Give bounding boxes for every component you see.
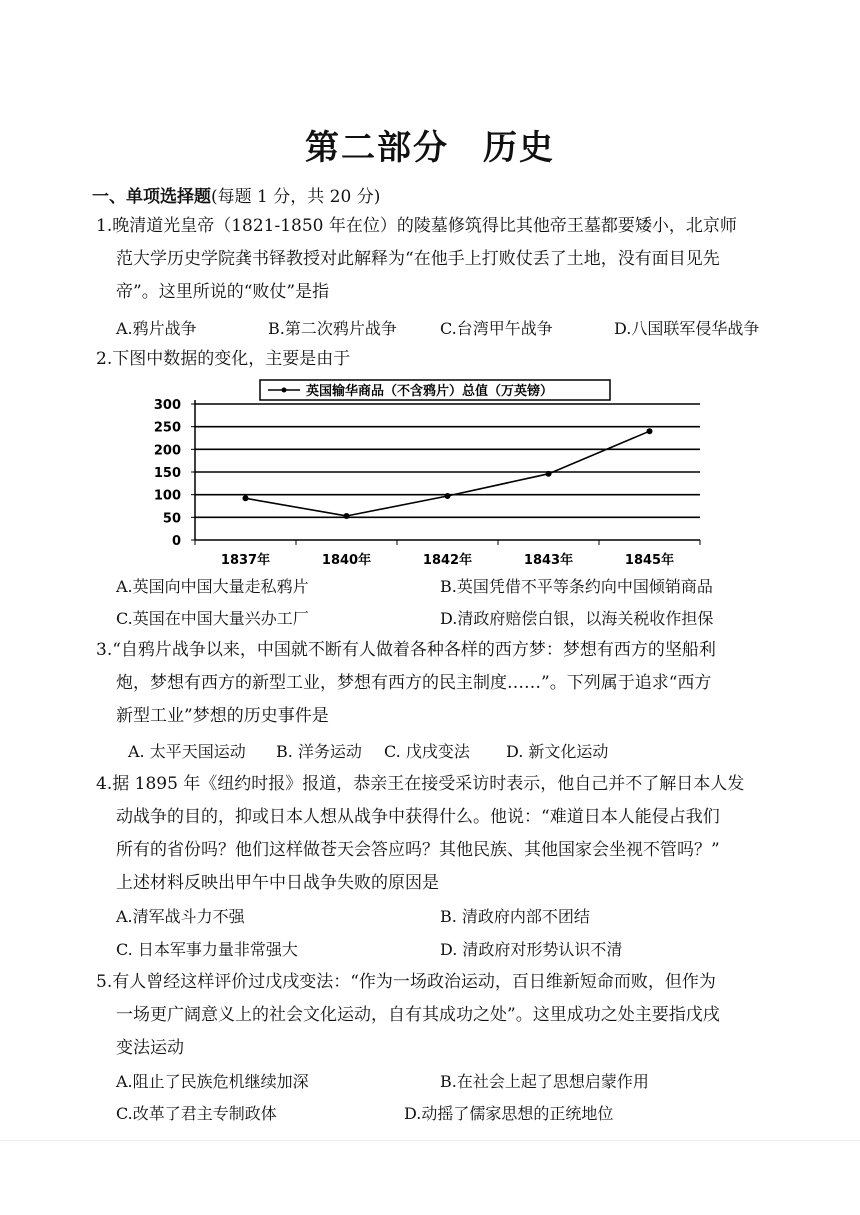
question-4-stem-line-4: 上述材料反映出甲午中日战争失败的原因是 [116, 873, 439, 893]
question-1-option-c: C.台湾甲午战争 [440, 319, 553, 338]
question-1-stem-line-1: 1.晚清道光皇帝（1821-1850 年在位）的陵墓修筑得比其他帝王墓都要矮小，北京师 [96, 216, 737, 236]
x-tick-label-0: 1837年 [220, 553, 271, 568]
question-5-stem-line-2: 一场更广阔意义上的社会文化运动，自有其成功之处”。这里成功之处主要指戊戌 [116, 1005, 720, 1025]
page-bottom-rule [0, 1140, 860, 1141]
question-5-option-b: B.在社会上起了思想启蒙作用 [440, 1072, 649, 1091]
data-point-2 [445, 493, 451, 499]
section-header [92, 182, 380, 207]
question-4-option-a: A.清军战斗力不强 [116, 907, 245, 926]
question-4-option-d: D. 清政府对形势认识不清 [440, 940, 623, 959]
section-label: 一、单项选择题 [92, 187, 211, 207]
y-tick-label-150: 150 [153, 466, 181, 481]
x-tick-label-2: 1842年 [422, 553, 473, 568]
question-5-option-d: D.动摇了儒家思想的正统地位 [404, 1104, 614, 1123]
question-5-option-c: C.改革了君主专制政体 [116, 1104, 277, 1123]
question-1-stem-line-2: 范大学历史学院龚书铎教授对此解释为“在他手上打败仗丢了土地，没有面目见先 [116, 249, 720, 269]
question-2-option-c: C.英国在中国大量兴办工厂 [116, 609, 309, 628]
series-line-0 [246, 431, 650, 516]
question-3-option-a: A. 太平天国运动 [128, 742, 246, 761]
question-1-option-d: D.八国联军侵华战争 [614, 319, 760, 338]
y-tick-label-50: 50 [162, 511, 181, 527]
question-5-stem-line-1: 5.有人曾经这样评价过戊戌变法：“作为一场政治运动，百日维新短命而败，但作为 [96, 972, 716, 992]
page-title [0, 120, 860, 169]
question-5-stem-line-3: 变法运动 [116, 1038, 184, 1058]
question-3-option-c: C. 戊戌变法 [384, 742, 470, 761]
part-label: 第二部分 [305, 128, 449, 168]
question-2-option-a: A.英国向中国大量走私鸦片 [116, 577, 309, 596]
question-3-stem-line-2: 炮，梦想有西方的新型工业，梦想有西方的民主制度……”。下列属于追求“西方 [116, 673, 712, 693]
question-4-stem-line-1: 4.据 1895 年《纽约时报》报道，恭亲王在接受采访时表示，他自己并不了解日本人发 [96, 774, 745, 794]
question-4-stem-line-3: 所有的省份吗？他们这样做苍天会答应吗？其他民族、其他国家会坐视不管吗？” [116, 840, 720, 860]
question-3-option-b: B. 洋务运动 [276, 742, 362, 761]
question-2-stem: 2.下图中数据的变化，主要是由于 [96, 349, 351, 369]
chart-legend [260, 380, 610, 400]
section-note: (每题 1 分，共 20 分) [211, 187, 381, 207]
x-tick-label-3: 1843年 [523, 553, 574, 568]
question-1-option-a: A.鸦片战争 [116, 319, 197, 338]
y-tick-label-250: 250 [153, 420, 181, 436]
question-3-stem-line-3: 新型工业”梦想的历史事件是 [116, 706, 329, 726]
question-4-option-c: C. 日本军事力量非常强大 [116, 940, 298, 959]
question-1-stem-line-3: 帝”。这里所说的“败仗”是指 [116, 282, 330, 302]
legend-marker-swatch [282, 388, 287, 393]
x-tick-label-1: 1840年 [321, 553, 372, 568]
question-3-stem-line-1: 3.“自鸦片战争以来，中国就不断有人做着各种各样的西方梦：梦想有西方的坚船利 [96, 640, 716, 660]
y-tick-label-0: 0 [171, 534, 181, 549]
data-point-1 [344, 513, 350, 519]
question-4-option-b: B. 清政府内部不团结 [440, 907, 590, 926]
x-tick-label-4: 1845年 [624, 553, 675, 568]
legend-label: 英国输华商品（不含鸦片）总值（万英镑） [306, 384, 554, 399]
y-tick-label-200: 200 [153, 443, 181, 459]
question-4-stem-line-2: 动战争的目的，抑或日本人想从战争中获得什么。他说：“难道日本人能侵占我们 [116, 807, 720, 827]
line-chart [150, 372, 710, 572]
y-tick-label-300: 300 [153, 398, 181, 413]
y-tick-label-100: 100 [153, 488, 181, 504]
data-point-4 [647, 428, 653, 434]
data-point-3 [546, 471, 552, 477]
question-3-option-d: D. 新文化运动 [506, 742, 609, 761]
data-point-0 [243, 495, 249, 501]
question-5-option-a: A.阻止了民族危机继续加深 [116, 1072, 309, 1091]
question-2-option-d: D.清政府赔偿白银，以海关税收作担保 [440, 609, 714, 628]
chart-svg [150, 372, 710, 572]
subject-label: 历史 [483, 128, 555, 168]
question-2-option-b: B.英国凭借不平等条约向中国倾销商品 [440, 577, 713, 596]
question-1-option-b: B.第二次鸦片战争 [268, 319, 397, 338]
